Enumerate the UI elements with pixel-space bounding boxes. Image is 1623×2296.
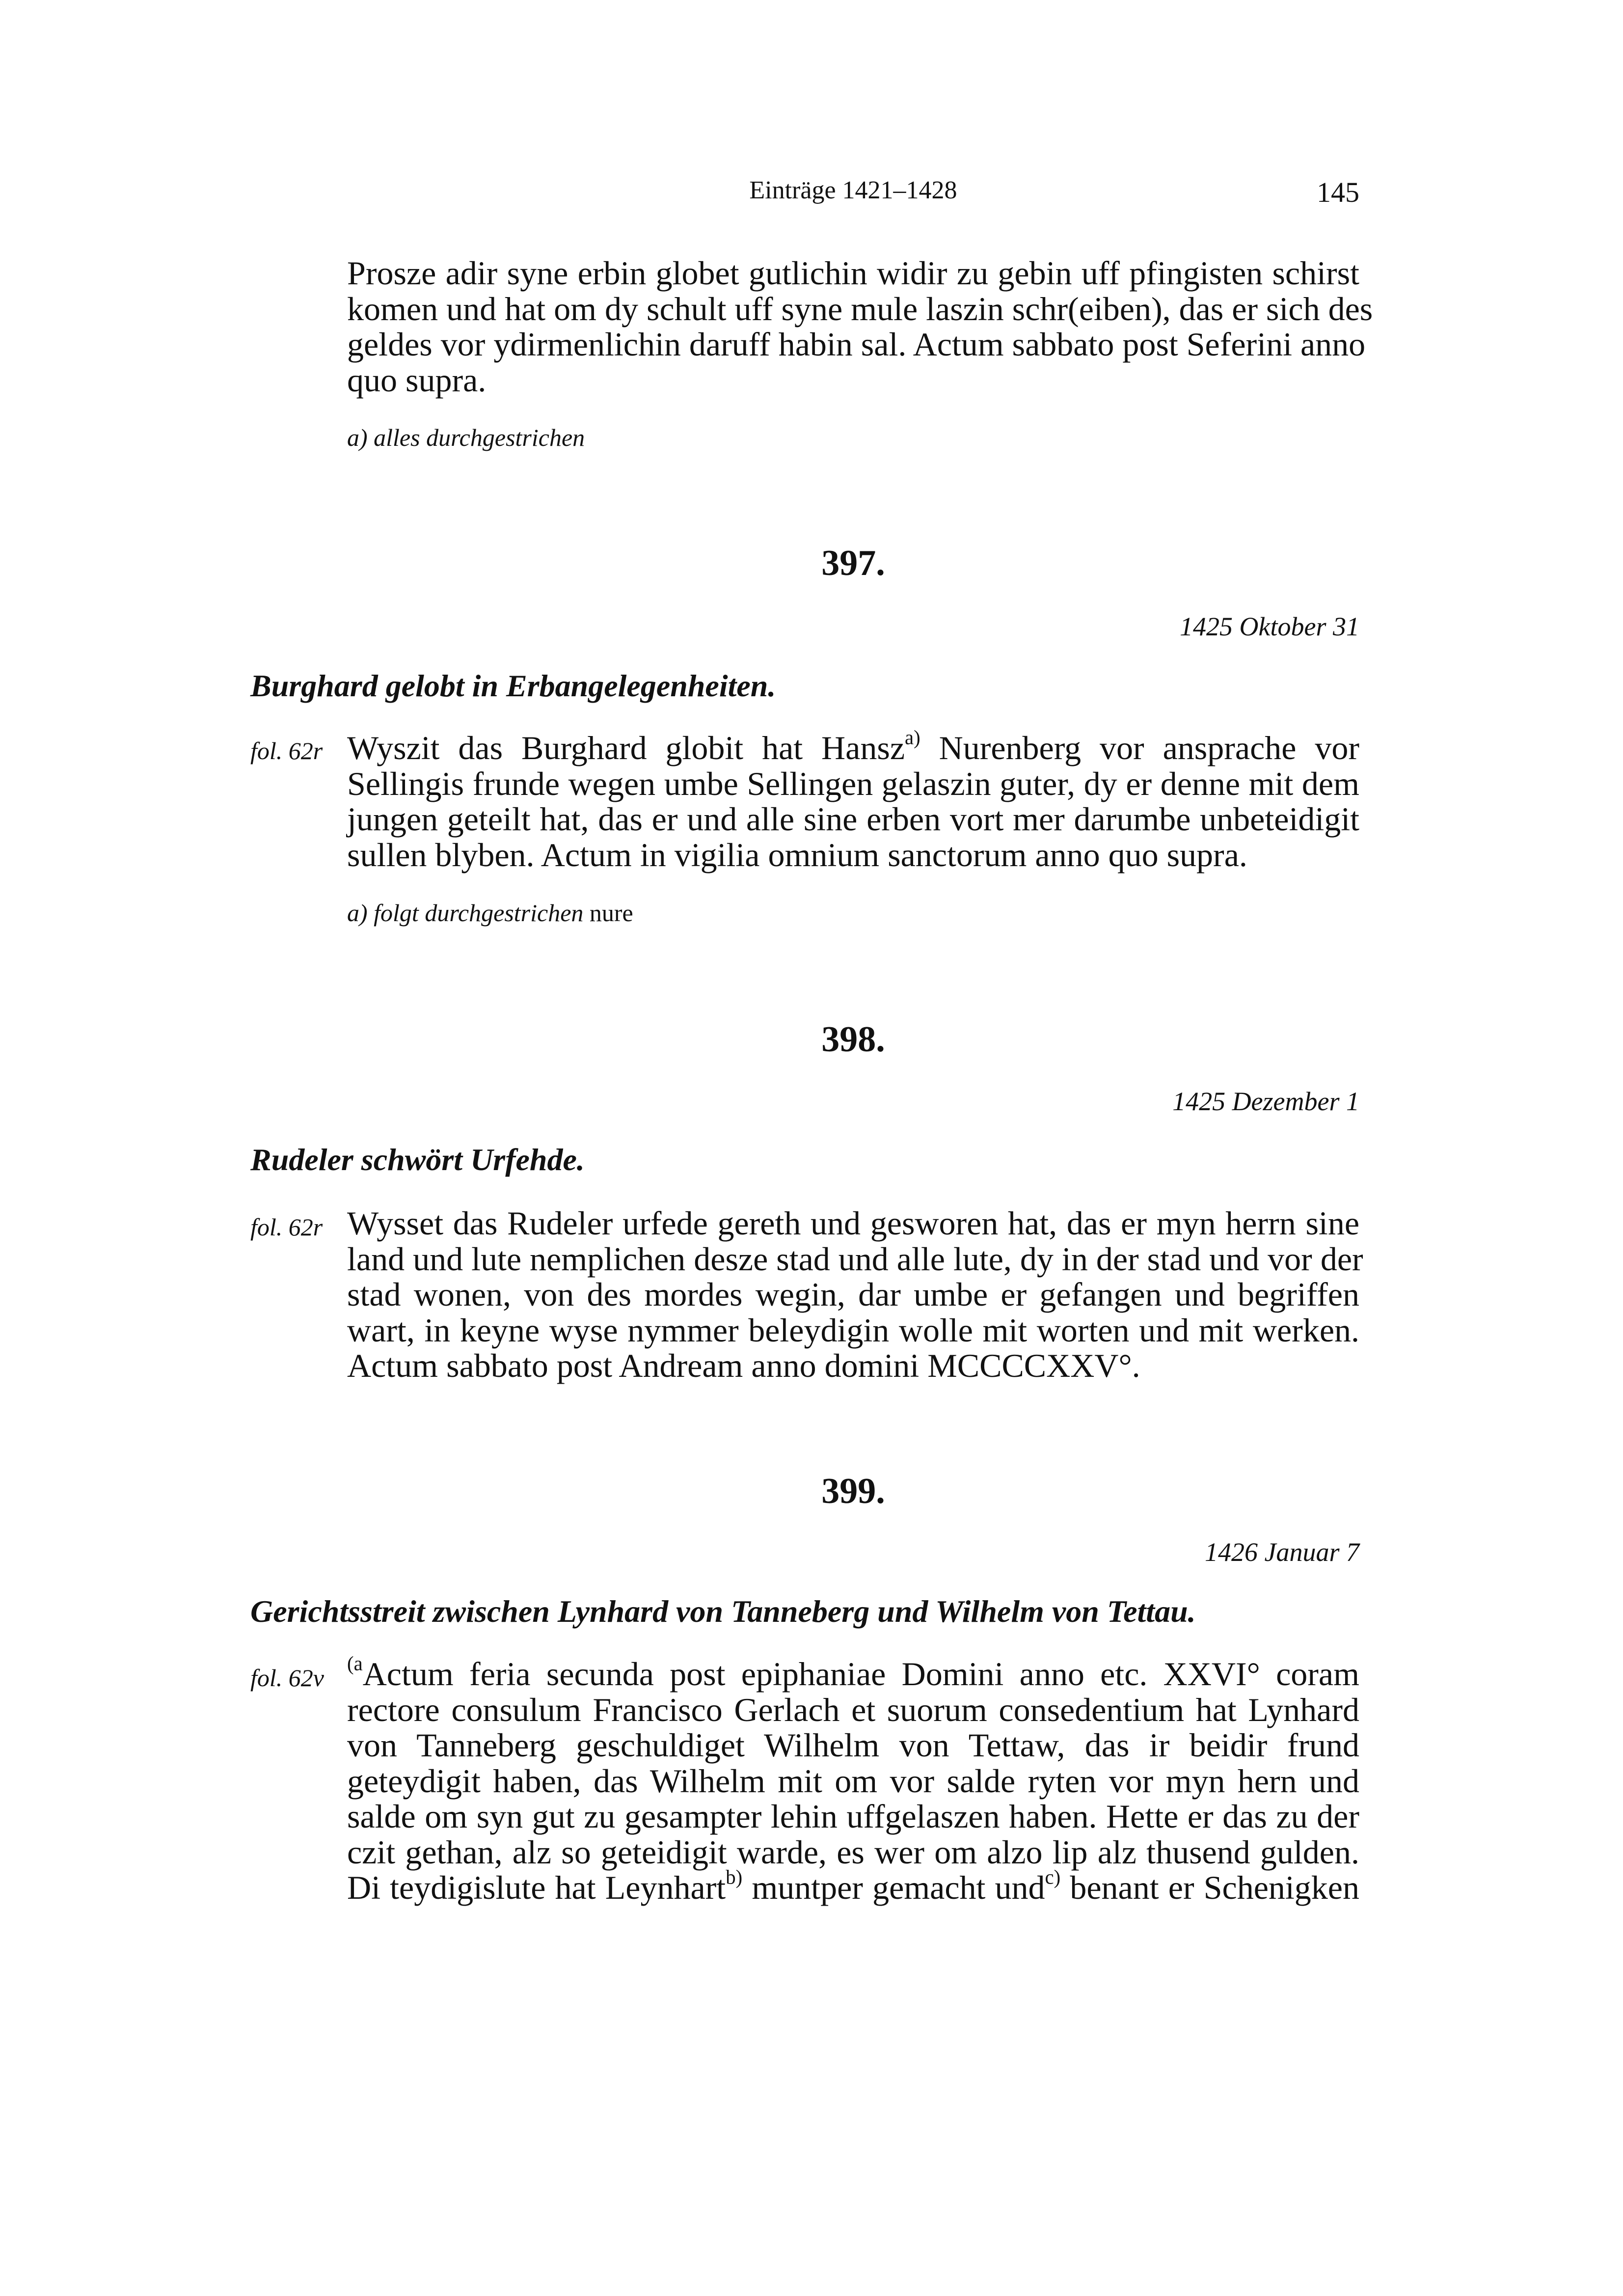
text-fragment: Di teydigislute hat Leynhart — [347, 1869, 726, 1906]
entry-text — [347, 1204, 1363, 1384]
entry-number: 399. — [821, 1471, 885, 1511]
text-fragment: Wyszit das Burghard globit hat Hansz — [347, 729, 905, 766]
page-number: 145 — [1317, 176, 1359, 208]
page-header — [347, 176, 1359, 215]
running-title: Einträge 1421–1428 — [749, 176, 957, 204]
text-line: Actum sabbato post Andream anno domini MCCCCXXV°. — [347, 1347, 1140, 1384]
folio-reference: fol. 62v — [250, 1664, 324, 1692]
folio-reference: fol. 62r — [250, 737, 323, 765]
text-line: von Tanneberg geschuldiget Wilhelm von Tettaw, das ir beidir frund — [347, 1726, 1359, 1764]
text-fragment: Nurenberg vor ansprache vor — [920, 729, 1359, 766]
entry-date: 1425 Oktober 31 — [1180, 612, 1359, 641]
footnote: a) alles durchgestrichen — [347, 424, 585, 451]
text-line: wart, in keyne wyse nymmer beleydigin wolle mit worten und mit werken. — [347, 1311, 1359, 1349]
text-line: Prosze adir syne erbin globet gutlichin widir zu gebin uff pfingisten schirst — [347, 254, 1359, 292]
entry-date: 1426 Januar 7 — [1205, 1537, 1359, 1567]
entry-text — [347, 726, 1359, 874]
text-line: geteydigit haben, das Wilhelm mit om vor salde ryten vor myn hern und — [347, 1762, 1359, 1800]
text-line: geldes vor ydirmenlichin daruff habin sal. Actum sabbato post Seferini anno — [347, 326, 1366, 363]
text-line: rectore consulum Francisco Gerlach et suorum consedentium hat Lynhard — [347, 1691, 1359, 1728]
continuation-paragraph — [347, 254, 1373, 399]
text-line: komen und hat om dy schult uff syne mule laszin schr(eiben), das er sich des — [347, 290, 1373, 328]
footnote-marker: (a — [347, 1652, 363, 1675]
footnote-marker: a) — [905, 726, 920, 749]
entry-date: 1425 Dezember 1 — [1172, 1087, 1359, 1116]
text-line: Sellingis frunde wegen umbe Sellingen gelaszin guter, dy er denne mit dem — [347, 765, 1359, 802]
text-line: land und lute nemplichen desze stad und alle lute, dy in der stad und vor der — [347, 1240, 1363, 1278]
text-line: quo supra. — [347, 361, 487, 399]
text-line: jungen geteilt hat, das er und alle sine erben vort mer darumbe unbeteidigit — [347, 800, 1359, 838]
text-line — [347, 726, 1359, 766]
text-line: stad wonen, von des mordes wegin, dar umbe er gefangen und begriffen — [347, 1276, 1359, 1313]
text-line: salde om syn gut zu gesampter lehin uffgelaszen haben. Hette er das zu der — [347, 1798, 1359, 1835]
text-fragment: muntper gemacht und — [742, 1869, 1045, 1906]
entry-number: 398. — [821, 1019, 885, 1060]
text-line — [347, 1866, 1359, 1906]
footnote-italic: a) folgt durchgestrichen — [347, 899, 584, 927]
entry-number: 397. — [821, 543, 885, 583]
entry-text — [347, 1652, 1359, 1906]
text-line: czit gethan, alz so geteidigit warde, es wer om alzo lip alz thusend gulden. — [347, 1833, 1359, 1871]
footnote — [347, 899, 633, 927]
text-fragment: benant er Schenigken — [1060, 1869, 1359, 1906]
entry-regest: Rudeler schwört Urfehde. — [250, 1142, 585, 1177]
text-line: Wysset das Rudeler urfede gereth und gesworen hat, das er myn herrn sine — [347, 1204, 1359, 1242]
entry-regest: Gerichtsstreit zwischen Lynhard von Tanneberg und Wilhelm von Tettau. — [250, 1594, 1196, 1629]
footnote-roman: nure — [583, 899, 633, 927]
footnote-marker: c) — [1045, 1866, 1061, 1888]
text-line — [347, 1652, 1359, 1693]
folio-reference: fol. 62r — [250, 1213, 323, 1241]
footnote-marker: b) — [726, 1866, 743, 1888]
text-fragment: Actum feria secunda post epiphaniae Domini anno etc. XXVI° coram — [362, 1655, 1359, 1693]
entry-regest: Burghard gelobt in Erbangelegenheiten. — [250, 668, 776, 703]
text-line: sullen blyben. Actum in vigilia omnium sanctorum anno quo supra. — [347, 836, 1247, 874]
